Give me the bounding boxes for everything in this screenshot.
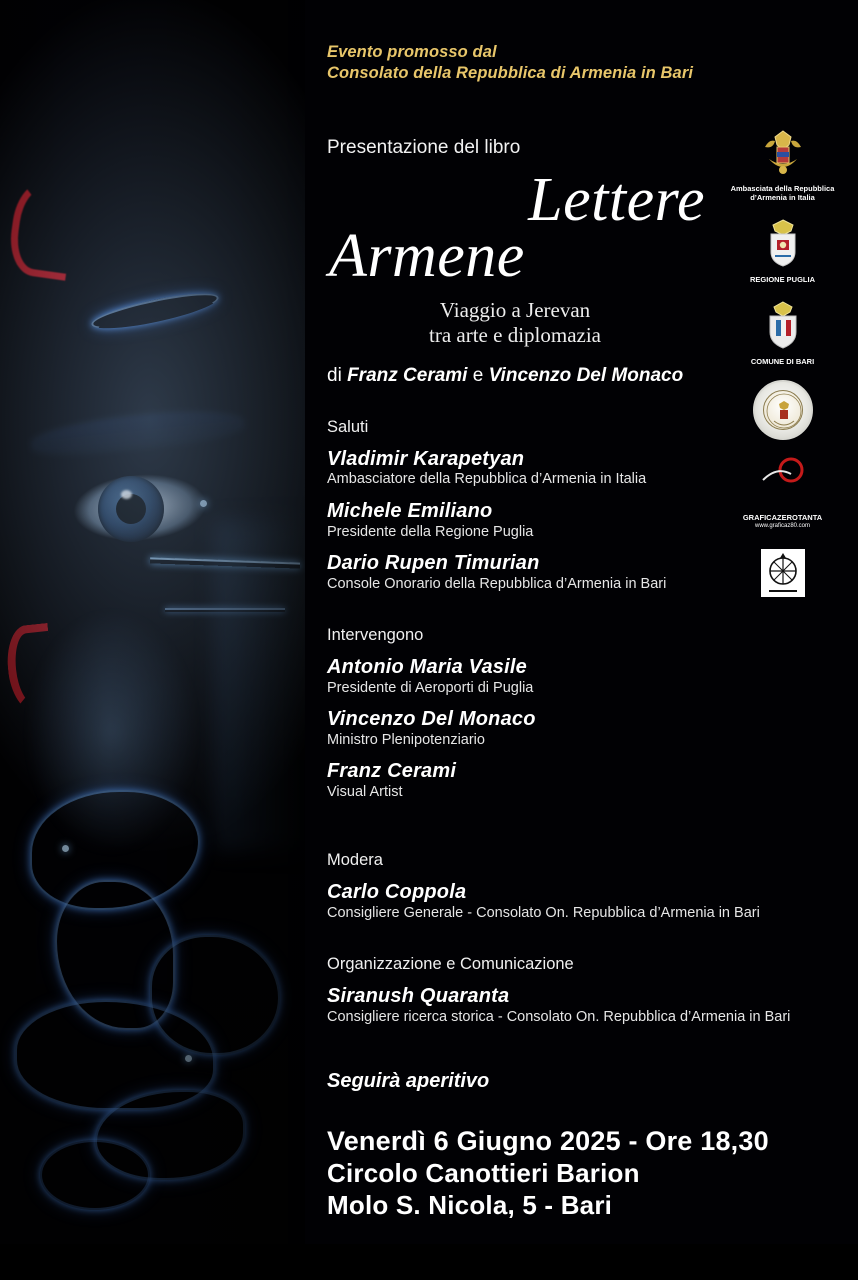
portrait-artwork: [0, 0, 305, 1245]
event-details: [327, 1125, 769, 1221]
organizer-name: Siranush Quaranta: [327, 985, 510, 1007]
logo-circolo-canottieri-barion: [725, 545, 840, 601]
moderator-label: Modera: [327, 851, 383, 869]
graficazerotanta-logo-icon: [755, 454, 811, 510]
event-venue: Circolo Canottieri Barion: [327, 1158, 640, 1188]
aperitif-note: Seguirà aperitivo: [327, 1070, 490, 1092]
logo-caption-line-1: Ambasciata della Repubblica: [730, 184, 835, 193]
book-subtitle-line-2: tra arte e diplomazia: [429, 323, 601, 347]
greetings-label: Saluti: [327, 418, 369, 436]
moderator-role: Consigliere Generale - Consolato On. Repubblica d’Armenia in Bari: [327, 905, 760, 921]
logo-armenian-embassy: [725, 125, 840, 202]
logo-comune-di-bari: [725, 298, 840, 366]
speaker-name-2: Vincenzo Del Monaco: [327, 708, 536, 730]
logo-consulate-seal: [725, 380, 840, 440]
logo-graficazerotanta-caption: [725, 513, 840, 531]
presentation-label: Presentazione del libro: [327, 137, 521, 158]
greeting-role-2: Presidente della Regione Puglia: [327, 524, 534, 540]
logo-caption-line-2: www.graficaz80.com: [754, 523, 811, 529]
logo-regione-puglia: [725, 216, 840, 284]
book-subtitle-line-1: Viaggio a Jerevan: [439, 298, 591, 322]
greeting-role-1: Ambasciatore della Repubblica d’Armenia in Italia: [327, 471, 647, 487]
logo-column: [725, 125, 840, 615]
greeting-name-1: Vladimir Karapetyan: [327, 448, 525, 470]
moderator-name: Carlo Coppola: [327, 881, 467, 903]
promoter-line-1: Evento promosso dal: [327, 43, 497, 61]
speaker-role-1: Presidente di Aeroporti di Puglia: [327, 680, 534, 696]
logo-caption-line-1: GRAFICAZEROTANTA: [742, 513, 823, 522]
author-1: Franz Cerami: [347, 365, 468, 386]
author-2: Vincenzo Del Monaco: [488, 365, 684, 386]
speaker-name-3: Franz Cerami: [327, 760, 457, 782]
organizer-role: Consigliere ricerca storica - Consolato On. Repubblica d’Armenia in Bari: [327, 1009, 791, 1025]
consulate-seal-inner: [763, 390, 803, 430]
book-title-line-2: Armene: [329, 222, 525, 290]
authors-line: [327, 365, 683, 387]
logo-caption-line-2: d’Armenia in Italia: [750, 193, 815, 202]
comune-di-bari-crest-icon: [755, 298, 811, 354]
speakers-label: Intervengono: [327, 626, 424, 644]
book-title-line-1: Lettere: [528, 166, 705, 234]
logo-graficazerotanta: [725, 454, 840, 531]
greeting-name-2: Michele Emiliano: [327, 500, 493, 522]
consulate-seal-icon: [753, 380, 813, 440]
circolo-canottieri-barion-crest-icon: [755, 545, 811, 601]
artwork-vignette: [0, 0, 305, 1245]
organization-label: Organizzazione e Comunicazione: [327, 955, 574, 973]
speaker-name-1: Antonio Maria Vasile: [327, 656, 527, 678]
event-address: Molo S. Nicola, 5 - Bari: [327, 1190, 613, 1220]
promoter-block: [327, 42, 693, 84]
regione-puglia-crest-icon: [755, 216, 811, 272]
logo-regione-puglia-caption: REGIONE PUGLIA: [749, 275, 815, 284]
authors-prefix: di: [327, 365, 342, 386]
logo-comune-di-bari-caption: COMUNE DI BARI: [750, 357, 815, 366]
book-title: [327, 166, 727, 290]
book-subtitle: [365, 298, 665, 348]
speaker-role-2: Ministro Plenipotenziario: [327, 732, 485, 748]
bottom-band: [0, 1244, 858, 1280]
promoter-line-2: Consolato della Repubblica di Armenia in Bari: [327, 64, 694, 82]
logo-armenian-embassy-caption: [725, 184, 840, 202]
authors-conjunction: e: [472, 365, 484, 386]
greeting-role-3: Console Onorario della Repubblica d’Armenia in Bari: [327, 576, 667, 592]
armenian-embassy-crest-icon: [755, 125, 811, 181]
greeting-name-3: Dario Rupen Timurian: [327, 552, 540, 574]
event-date-time: Venerdì 6 Giugno 2025 - Ore 18,30: [327, 1126, 769, 1156]
speaker-role-3: Visual Artist: [327, 784, 403, 800]
